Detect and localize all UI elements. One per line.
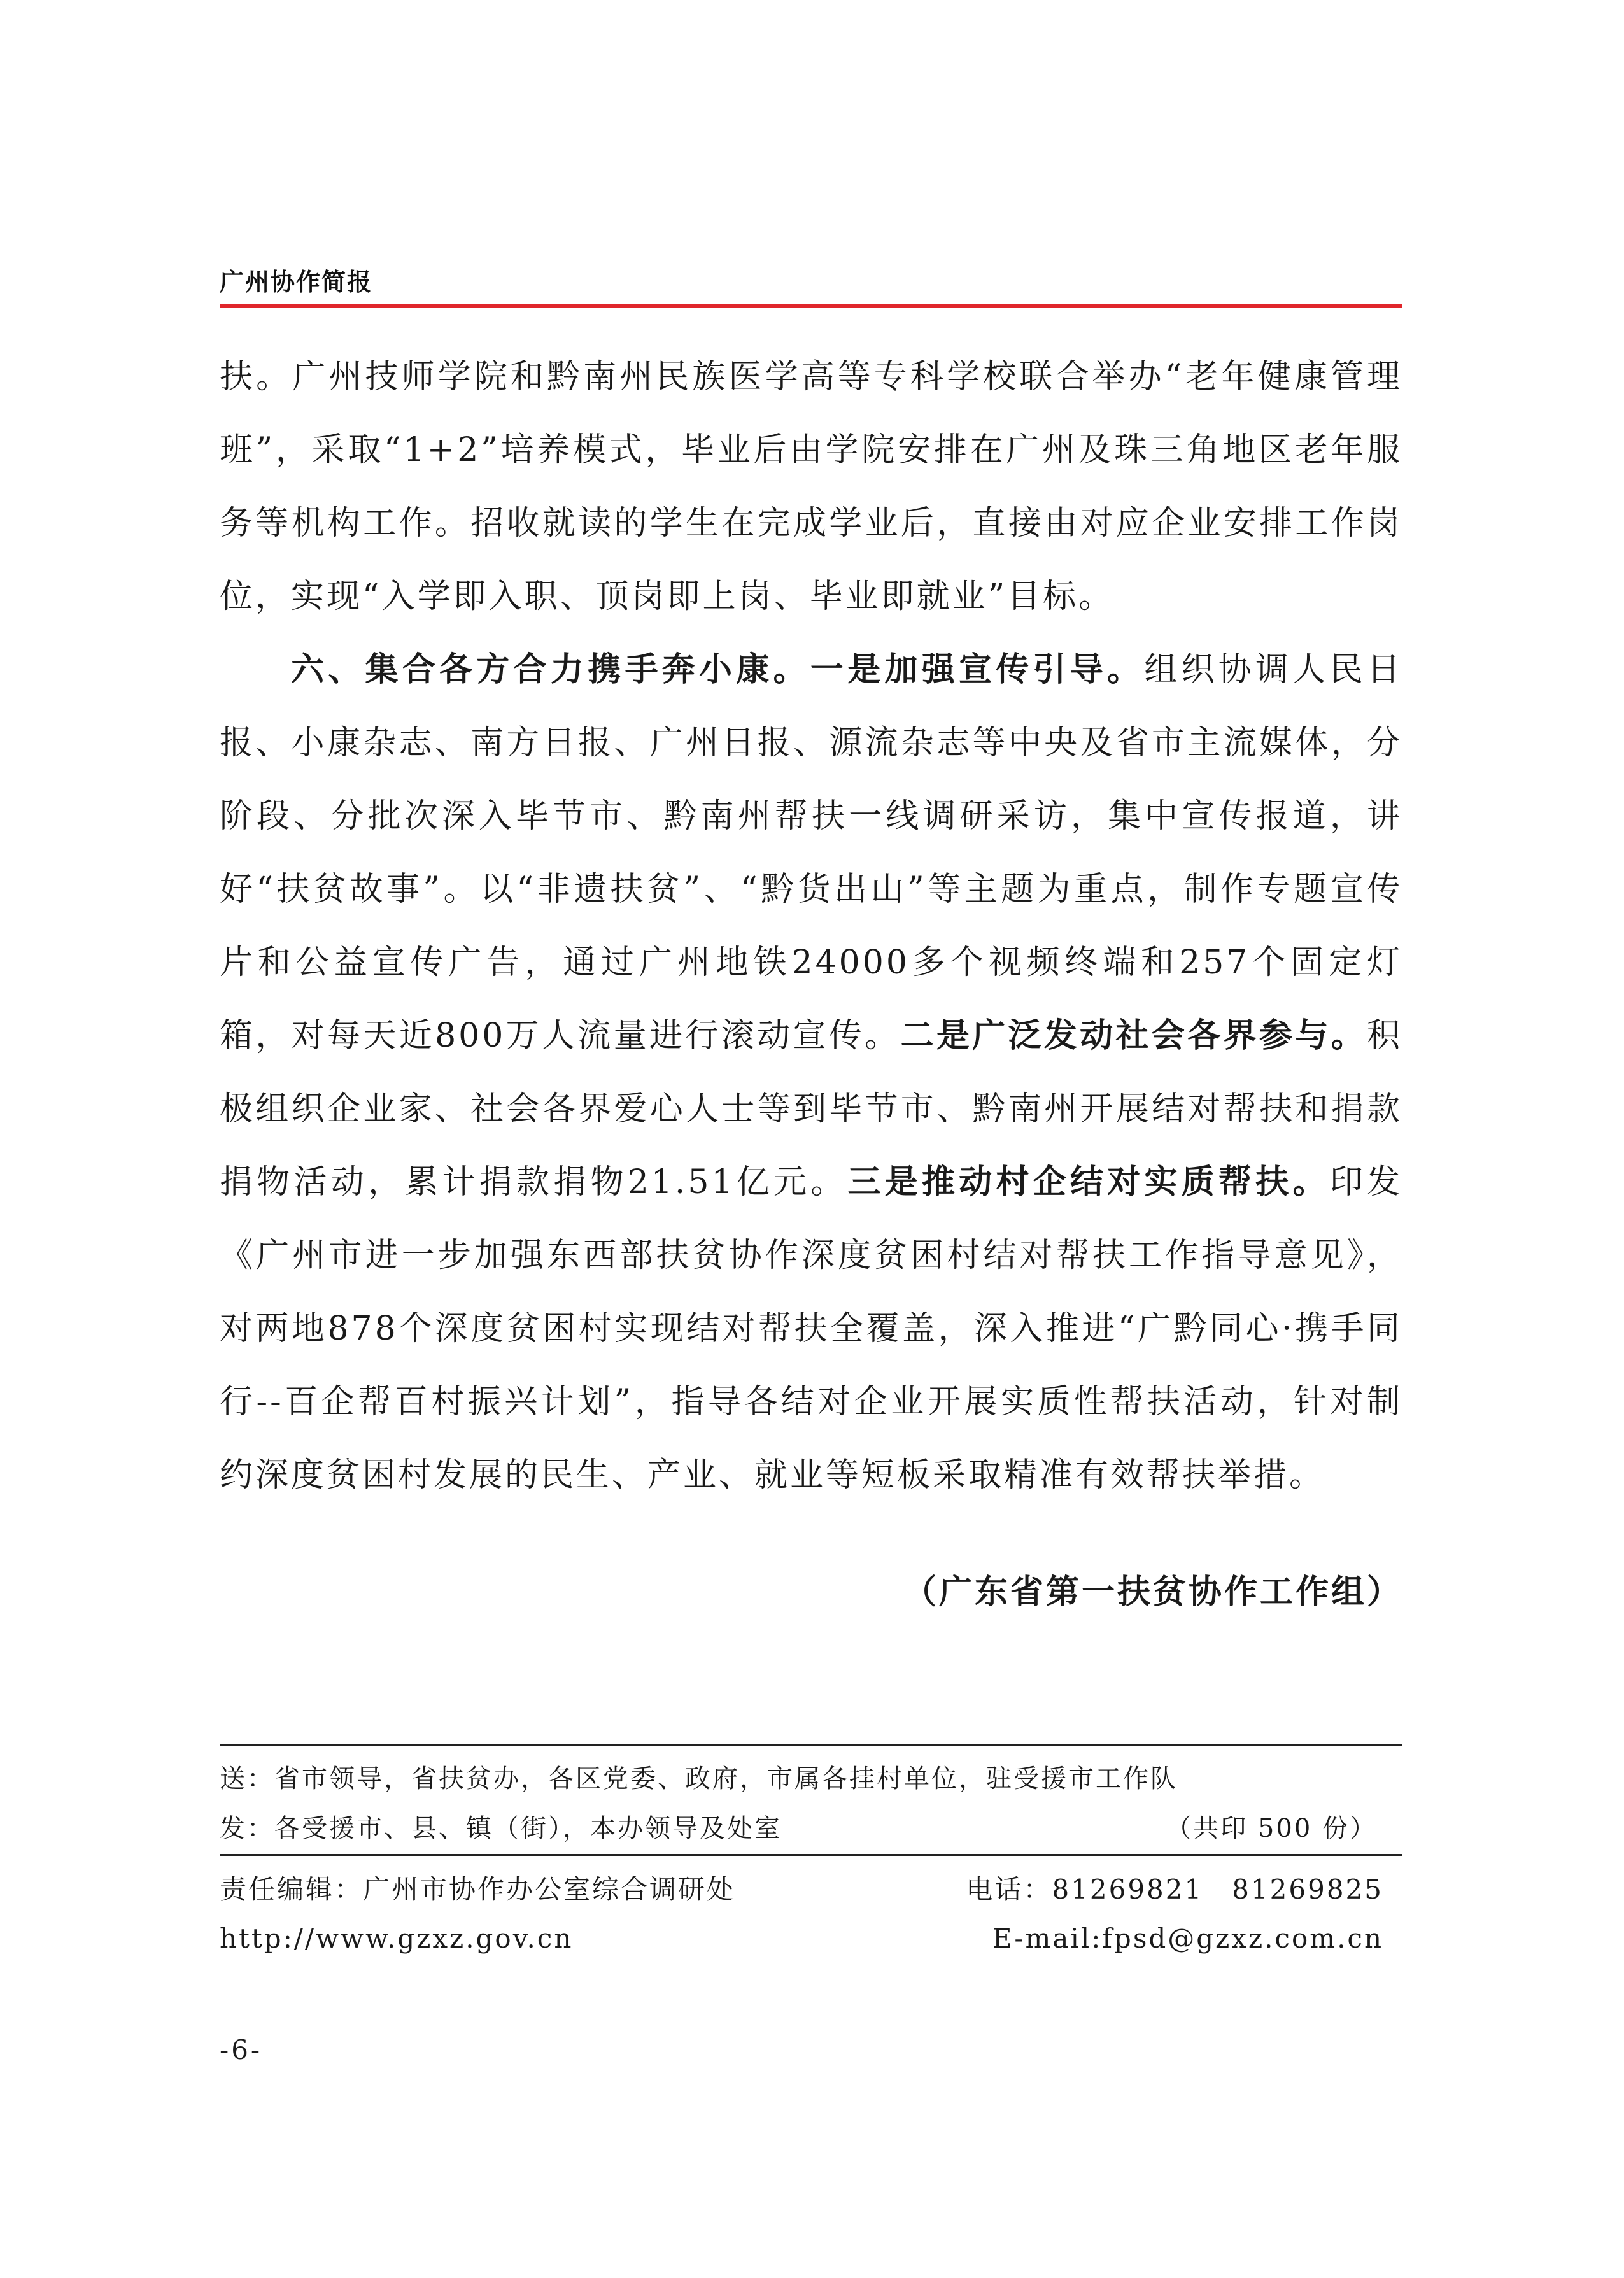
header-divider (220, 304, 1402, 308)
point-3-text: 印发《广州市进一步加强东西部扶贫协作深度贫困村结对帮扶工作指导意见》，对两地878个深度贫困村实现结对帮扶全覆盖，深入推进“广黔同心·携手同行--百企帮百村振兴计划”，指导各结对企业开展实质性帮扶活动，针对制约深度贫困村发展的民生、产业、就业等短板采取精准有效帮扶举措。 (220, 1163, 1402, 1494)
point-2-heading: 二是广泛发动社会各界参与。 (900, 1017, 1367, 1055)
footer-bottom-rule (220, 1854, 1402, 1856)
paragraph-1: 扶。广州技师学院和黔南州民族医学高等专科学校联合举办“老年健康管理班”，采取“1+2”培养模式，毕业后由学院安排在广州及珠三角地区老年服务等机构工作。招收就读的学生在完成学业后，直接由对应企业安排工作岗位，实现“入学即入职、顶岗即上岗、毕业即就业”目标。 (220, 358, 1402, 616)
paragraph-2 (220, 633, 1402, 1512)
publication-title: 广州协作简报 (220, 268, 373, 296)
editor-text: 责任编辑：广州市协作办公室综合调研处 (220, 1874, 736, 1905)
distribute-text: 发：各受援市、县、镇（街），本办领导及处室 (220, 1814, 782, 1843)
phone-text: 电话：81269821 81269825 (966, 1874, 1383, 1905)
page-number: -6- (220, 2034, 263, 2065)
point-1-text: 组织协调人民日报、小康杂志、南方日报、广州日报、源流杂志等中央及省市主流媒体，分阶段、分批次深入毕节市、黔南州帮扶一线调研采访，集中宣传报道，讲好“扶贫故事”。以“非遗扶贫”、“黔货出山”等主题为重点，制作专题宣传片和公益宣传广告，通过广州地铁24000多个视频终端和257个固定灯箱，对每天近800万人流量进行滚动宣传。 (220, 651, 1402, 1055)
website-link[interactable]: http://www.gzxz.gov.cn (220, 1923, 574, 1954)
send-to-text: 送：省市领导，省扶贫办，各区党委、政府，市属各挂村单位，驻受援市工作队 (220, 1764, 1178, 1793)
point-1-heading: 一是加强宣传引导。 (810, 651, 1145, 689)
email-link[interactable]: E-mail:fpsd@gzxz.com.cn (992, 1923, 1383, 1954)
author-signature: （广东省第一扶贫协作工作组） (903, 1573, 1402, 1611)
editor-line (220, 1869, 1402, 1907)
footer-top-rule (220, 1744, 1402, 1746)
send-to-line (220, 1758, 1402, 1795)
point-3-heading: 三是推动村企结对实质帮扶。 (847, 1163, 1330, 1201)
article-body (220, 341, 1402, 1512)
copies-count: （共印 500 份） (1166, 1814, 1377, 1843)
point-2-text: 积极组织企业家、社会各界爱心人士等到毕节市、黔南州开展结对帮扶和捐款捐物活动，累计捐款捐物21.51亿元。 (220, 1017, 1402, 1201)
section-heading: 六、集合各方合力携手奔小康。 (291, 651, 810, 689)
contact-line (220, 1923, 1402, 1954)
distribute-line (220, 1808, 1402, 1844)
